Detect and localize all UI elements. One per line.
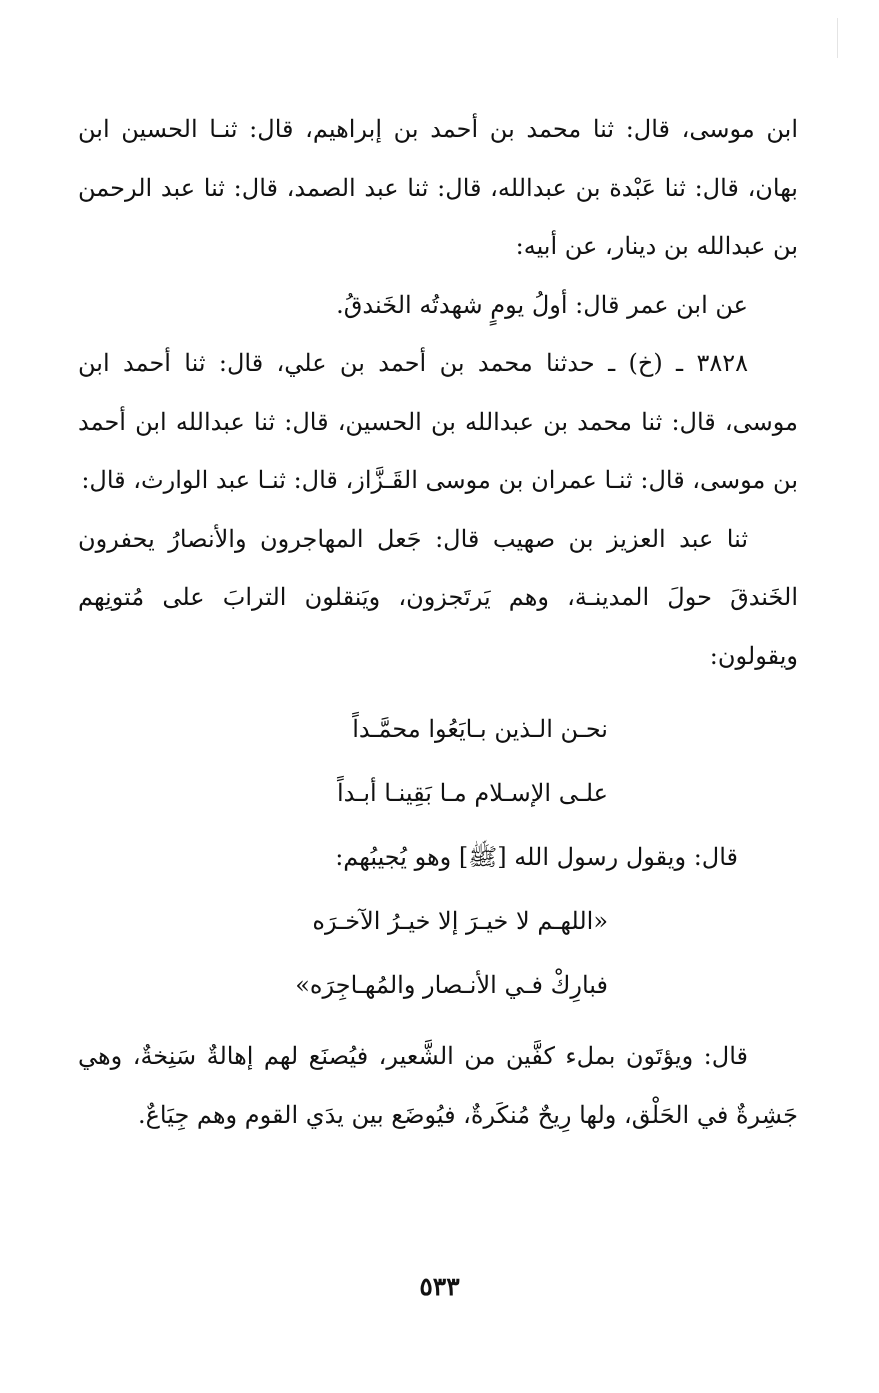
isnad-paragraph: ابن موسى، قال: ثنا محمد بن أحمد بن إبراهيم، قال: ثنـا الحسين ابن بهان، قال: ثنا عَبْدة بن عبدالله، قال: ثنا عبد الصمد، قال: ثنا عبد الرحمن بن عبدالله بن دينار، عن أبيه: xyxy=(78,115,798,260)
scan-edge-mark xyxy=(834,18,838,58)
hadith-text-paragraph: عن ابن عمر قال: أولُ يومٍ شهدتُه الخَندقُ. xyxy=(336,290,748,319)
verse-line-3: «اللهـم لا خيـرَ إلا خيـرُ الآخـرَه xyxy=(312,907,608,935)
page-number: ٥٣٣ xyxy=(419,1272,460,1301)
hadith-3828-text: ثنا عبد العزيز بن صهيب قال: جَعل المهاجرون والأنصارُ يحفرون الخَندقَ حولَ المدينـة، وهم يَرتَجزون، ويَنقلون الترابَ على مُتونِهم ويقولون: xyxy=(78,524,798,670)
verse-block xyxy=(78,697,798,1017)
verse-line-1: نحـن الـذين بـايَعُوا محمَّـداً xyxy=(352,715,608,743)
verse-intro-line: قال: ويقول رسول الله [ﷺ] وهو يُجيبُهم: xyxy=(335,843,738,871)
verse-line-4: فبارِكْ فـي الأنـصار والمُهـاجِرَه» xyxy=(295,971,608,999)
page-body xyxy=(78,100,798,1144)
verse-line-2: علـى الإسـلام مـا بَقِينـا أبـداً xyxy=(337,779,608,807)
hadith-3828-isnad: ٣٨٢٨ ـ (خ) ـ حدثنا محمد بن أحمد بن علي، قال: ثنا أحمد ابن موسى، قال: ثنا محمد بن عبدالله بن الحسين، قال: ثنا عبدالله ابن أحمد بن موسى، قال: ثنـا عمران بن موسى القَـزَّاز، قال: ثنـا عبد الوارث، قال: xyxy=(78,349,798,494)
closing-paragraph: قال: ويؤتَون بملء كفَّين من الشَّعير، فيُصنَع لهم إهالةٌ سَنِخةٌ، وهي جَشِرةٌ في الحَلْق، ولها رِيحٌ مُنكَرةٌ، فيُوضَع بين يدَي القوم وهم جِيَاعٌ. xyxy=(78,1042,798,1129)
